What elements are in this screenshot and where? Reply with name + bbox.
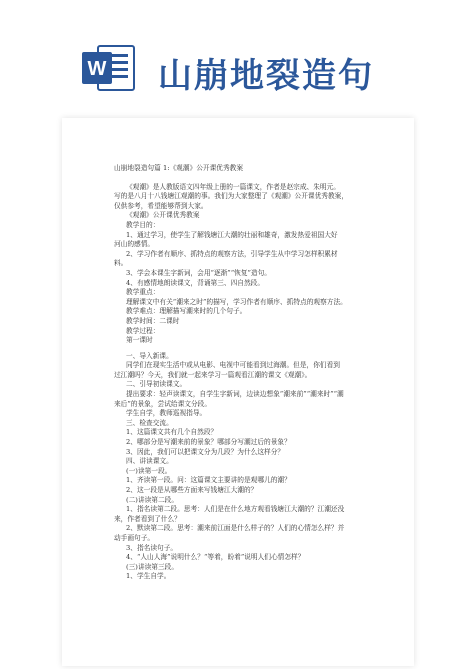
document-line: 教学过程：	[126, 326, 160, 335]
document-line: 1、指名读第二段。思考：人们是在什么地方观看钱塘江大潮的？江潮还没	[126, 505, 345, 514]
document-line: 来后”的景象，尝试给课文分段。	[114, 399, 212, 408]
document-line: 2、这一段是从哪些方面来写钱塘江大潮的？	[126, 486, 258, 494]
document-line: 4、有感情地朗读课文，背诵第三、四自然段。	[126, 278, 265, 287]
document-line: 《观潮》公开课优秀教案	[126, 211, 200, 220]
document-line: 动手画句子。	[114, 533, 155, 542]
document-line: 3、学会本课生字新词，会用“逐渐”“恢复”造句。	[126, 268, 271, 277]
document-line: (三)讲读第三段。	[126, 562, 179, 571]
banner-title: 山崩地裂造句	[158, 56, 374, 96]
document-line: 四、讲读课文。	[126, 457, 173, 466]
document-line: 3、指名读句子。	[126, 543, 178, 552]
document-line: 第一课时	[126, 336, 153, 345]
document-body	[114, 164, 386, 582]
document-line: 1、学生自学。	[126, 572, 171, 581]
document-line: 理解课文中有关“潮来之时”的描写，学习作者有顺序、抓特点的观察方法。	[126, 297, 347, 306]
document-line: 1、通过学习，使学生了解钱塘江大潮的壮丽和雄奇，激发热爱祖国大好	[126, 230, 338, 239]
document-line: 料。	[114, 259, 128, 268]
document-line: 教学难点：理解描写潮来时的几个句子。	[126, 307, 247, 316]
document-line: 过江潮吗？今天，我们就一起来学习一篇观看江潮的课文《观潮》。	[114, 370, 312, 379]
document-line: 同学们在现实生活中或从电影、电视中可能看到过海潮。但是，你们看到	[126, 361, 340, 370]
document-line: 2、学习作者有顺序、抓特点的观察方法，引导学生从中学习怎样积累材	[126, 249, 338, 258]
document-line: 2、默读第二段。思考：潮来前江面是什么样子的？人们的心情怎么样？并	[126, 524, 345, 533]
document-line: 二、引导初读课文。	[126, 380, 187, 389]
document-line: 1、齐读第一段。问：这篇课文主要讲的是观哪儿的潮？	[126, 476, 291, 485]
document-line: (一)读第一段。	[126, 466, 172, 475]
document-line: 来，作者看到了什么？	[114, 514, 181, 523]
document-page	[62, 118, 414, 666]
document-line: 3、因此，我们可以把课文分为几段？为什么这样分？	[126, 447, 285, 456]
word-icon	[80, 40, 136, 96]
document-line: 教学目的：	[126, 220, 160, 229]
document-line: 教学重点：	[126, 288, 160, 297]
document-line: 4、“人山人海”说明什么？“等着，盼着”说明人们心情怎样？	[126, 553, 305, 562]
document-line: 《观潮》是人教版语文四年级上册的一篇课文，作者是赵宗成、朱明元。	[126, 182, 340, 191]
document-line: 提出要求：轻声读课文，自学生字新词，边读边想象“潮来前”“潮来时”“潮	[126, 390, 344, 399]
document-line: 1、这篇课文共有几个自然段？	[126, 428, 218, 437]
document-title: 山崩地裂造句篇 1:《观潮》公开课优秀教案	[114, 164, 244, 172]
document-line: 一、导入新课。	[126, 351, 173, 360]
document-line: 学生自学，教师巡视指导。	[126, 409, 207, 418]
document-line: (二)讲读第二段。	[126, 495, 179, 504]
document-line: 2、哪部分是写潮来前的景象？哪部分写潮过后的景象？	[126, 438, 291, 447]
document-line: 河山的感情。	[114, 240, 155, 249]
document-line: 仅供参考，希望能够帮到大家。	[114, 201, 208, 210]
document-line: 三、检查交流。	[126, 418, 173, 427]
document-line: 教学时间：二课时	[126, 316, 180, 325]
word-icon-letter: W	[87, 58, 107, 80]
banner	[0, 0, 474, 110]
document-line: 写的是八月十八钱塘江观潮的事。我们为大家整理了《观潮》公开课优秀教案，	[114, 192, 349, 201]
